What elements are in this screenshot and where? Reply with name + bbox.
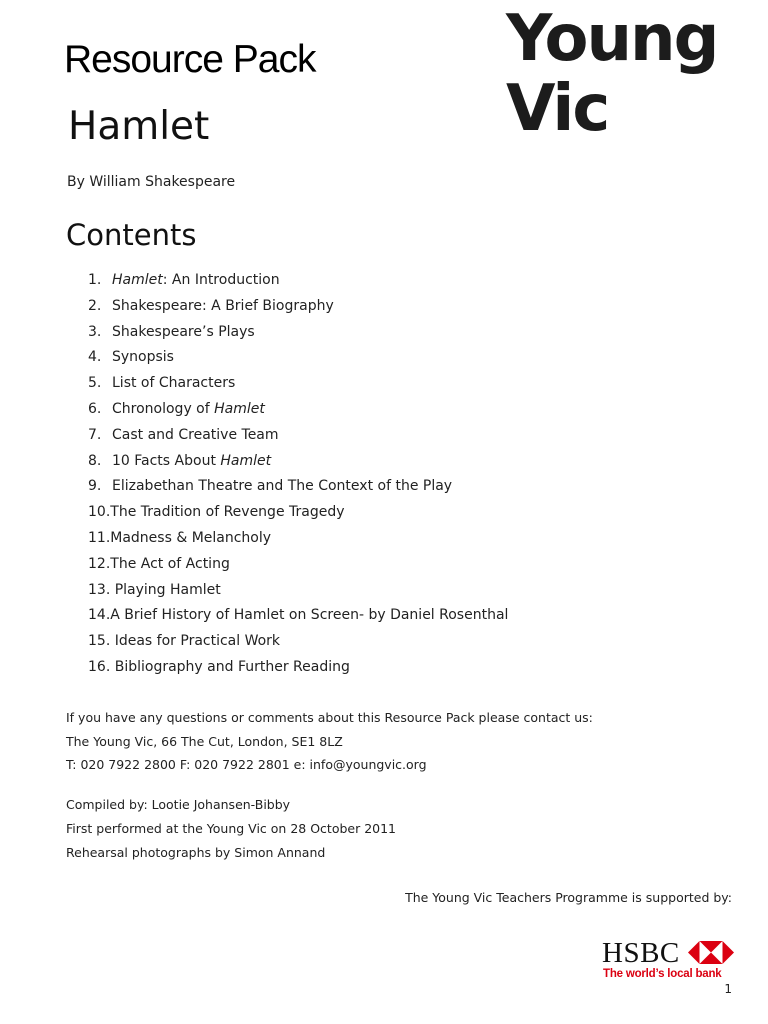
contents-item-text: Shakespeare: A Brief Biography	[112, 297, 334, 314]
contents-item-text: Playing Hamlet	[110, 581, 221, 598]
contents-heading: Contents	[66, 218, 197, 252]
contents-item	[88, 603, 508, 629]
contents-item	[88, 294, 508, 320]
contents-item-number: 5.	[88, 375, 102, 392]
hsbc-logo	[602, 938, 734, 984]
contents-item	[88, 320, 508, 346]
contents-item	[88, 474, 508, 500]
contents-item-text: Elizabethan Theatre and The Context of the Play	[112, 478, 453, 495]
contents-item	[88, 655, 508, 681]
contents-item-number: 15.	[88, 633, 111, 650]
credit-compiled: Compiled by: Lootie Johansen-Bibby	[66, 797, 291, 812]
contents-item-number: 11.	[88, 529, 111, 546]
contents-item	[88, 345, 508, 371]
contents-item	[88, 578, 508, 604]
contents-item-text: The Act of Acting	[110, 555, 230, 572]
hsbc-hexagon-icon	[688, 941, 734, 964]
contents-item-number: 7.	[88, 426, 102, 443]
contents-item-number: 3.	[88, 323, 102, 340]
contents-item-number: 6.	[88, 400, 102, 417]
contents-item-number: 1.	[88, 272, 102, 288]
contents-item-text: List of Characters	[112, 375, 236, 392]
contents-item-number: 2.	[88, 297, 102, 314]
hsbc-tagline: The world’s local bank	[603, 968, 722, 980]
contents-item-number: 14.	[88, 607, 111, 624]
credit-photographs: Rehearsal photographs by Simon Annand	[66, 845, 326, 860]
contents-item-text: : An Introduction	[162, 272, 280, 288]
contents-item-text: Ideas for Practical Work	[110, 633, 281, 650]
play-title: Hamlet	[68, 104, 210, 149]
contents-item-number: 16.	[88, 658, 111, 675]
contents-item	[88, 449, 508, 475]
contents-item-emphasis: Hamlet	[112, 272, 163, 288]
pack-title: Resource Pack	[64, 38, 316, 81]
contents-item-number: 12.	[88, 555, 111, 572]
author-line: By William Shakespeare	[67, 174, 236, 190]
contents-item-text: Madness & Melancholy	[110, 529, 272, 546]
contents-item	[88, 268, 508, 294]
contents-item	[88, 371, 508, 397]
contents-item	[88, 552, 508, 578]
contents-item-emphasis: Hamlet	[220, 452, 272, 469]
contents-list	[88, 268, 508, 681]
contents-item-text: 10 Facts About	[112, 452, 221, 469]
contact-intro: If you have any questions or comments about this Resource Pack please contact us:	[66, 710, 593, 725]
contents-item	[88, 397, 508, 423]
contents-item	[88, 526, 508, 552]
sponsor-statement: The Young Vic Teachers Programme is supported by:	[405, 890, 732, 905]
young-vic-logo	[506, 4, 736, 144]
contents-item-number: 4.	[88, 349, 102, 366]
contents-item-text: Synopsis	[112, 349, 174, 366]
contents-item-text: Cast and Creative Team	[112, 426, 279, 443]
contents-item-emphasis: Hamlet	[214, 400, 265, 417]
contents-item-text: Chronology of	[112, 400, 215, 417]
contents-item-number: 13.	[88, 581, 111, 598]
contact-phone-email: T: 020 7922 2800 F: 020 7922 2801 e: info@youngvic.org	[66, 757, 427, 772]
credit-first-performed: First performed at the Young Vic on 28 October 2011	[66, 821, 397, 836]
contents-item-number: 8.	[88, 452, 102, 469]
contents-item-text: Bibliography and Further Reading	[110, 658, 350, 675]
contents-item-text: The Tradition of Revenge Tragedy	[110, 504, 345, 521]
contents-item	[88, 500, 508, 526]
contents-item-number: 10.	[88, 504, 111, 521]
contents-item	[88, 629, 508, 655]
hsbc-wordmark: HSBC	[602, 937, 680, 969]
page-number: 1	[724, 982, 732, 996]
contents-item-text: A Brief History of Hamlet on Screen- by Daniel Rosenthal	[110, 607, 509, 624]
contents-item	[88, 423, 508, 449]
contents-item-text: Shakespeare’s Plays	[112, 323, 255, 340]
logo-line-vic: Vic	[506, 72, 609, 146]
contents-item-number: 9.	[88, 478, 102, 495]
logo-line-young: Young	[506, 2, 718, 76]
contact-address: The Young Vic, 66 The Cut, London, SE1 8LZ	[66, 734, 343, 749]
